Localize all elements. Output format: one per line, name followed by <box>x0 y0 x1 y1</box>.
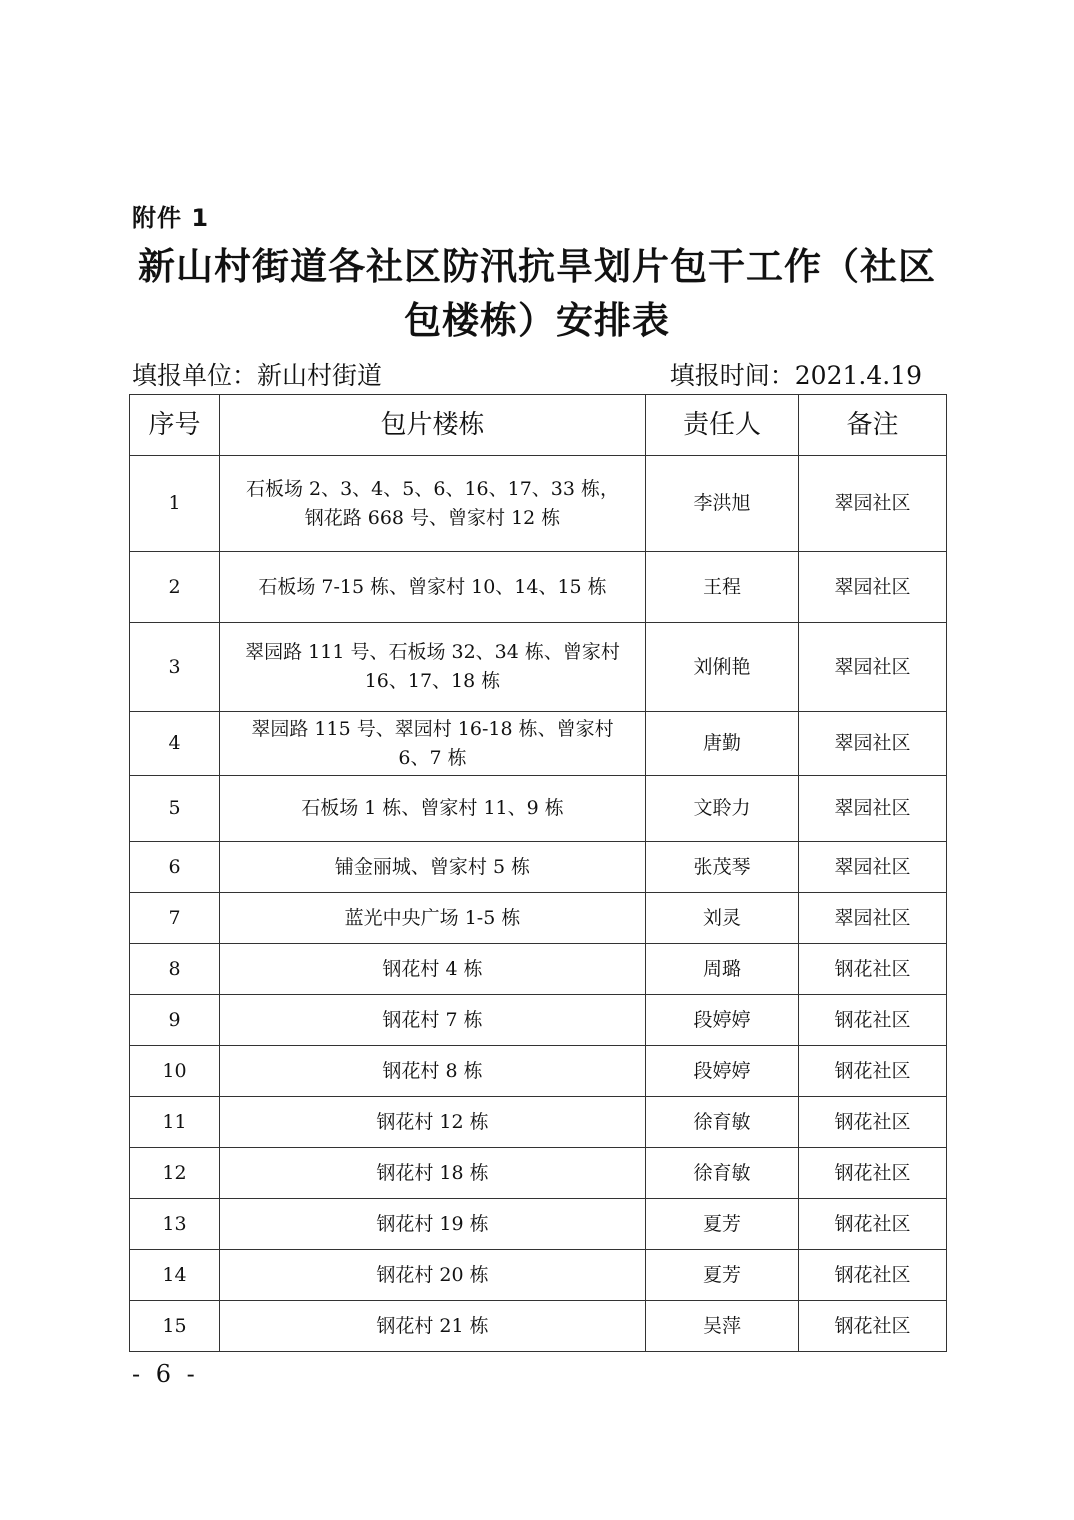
cell-person: 唐勤 <box>646 712 799 776</box>
header-person: 责任人 <box>646 395 799 456</box>
cell-person: 夏芳 <box>646 1250 799 1301</box>
cell-note: 钢花社区 <box>799 1046 947 1097</box>
cell-note: 翠园社区 <box>799 623 947 712</box>
cell-area: 钢花村 7 栋 <box>220 995 646 1046</box>
assignment-table <box>129 394 947 1352</box>
cell-area: 蓝光中央广场 1-5 栋 <box>220 893 646 944</box>
cell-no: 1 <box>130 456 220 552</box>
reporting-date: 填报时间：2021.4.19 <box>669 361 922 390</box>
cell-person: 段婷婷 <box>646 995 799 1046</box>
cell-note: 钢花社区 <box>799 1148 947 1199</box>
cell-area: 钢花村 20 栋 <box>220 1250 646 1301</box>
cell-no: 12 <box>130 1148 220 1199</box>
cell-note: 翠园社区 <box>799 842 947 893</box>
cell-person: 夏芳 <box>646 1199 799 1250</box>
cell-area: 翠园路 115 号、翠园村 16-18 栋、曾家村 6、7 栋 <box>220 712 646 776</box>
cell-note: 翠园社区 <box>799 456 947 552</box>
table-header-row <box>130 395 947 456</box>
cell-area: 石板场 2、3、4、5、6、16、17、33 栋，钢花路 668 号、曾家村 12 栋 <box>220 456 646 552</box>
cell-area: 钢花村 19 栋 <box>220 1199 646 1250</box>
cell-note: 翠园社区 <box>799 552 947 623</box>
cell-no: 13 <box>130 1199 220 1250</box>
header-note: 备注 <box>799 395 947 456</box>
cell-person: 刘俐艳 <box>646 623 799 712</box>
cell-person: 李洪旭 <box>646 456 799 552</box>
cell-no: 14 <box>130 1250 220 1301</box>
cell-no: 2 <box>130 552 220 623</box>
cell-person: 吴萍 <box>646 1301 799 1352</box>
cell-area: 钢花村 12 栋 <box>220 1097 646 1148</box>
table-row <box>130 623 947 712</box>
table-row <box>130 893 947 944</box>
cell-person: 张茂琴 <box>646 842 799 893</box>
header-area: 包片楼栋 <box>220 395 646 456</box>
attachment-label: 附件 1 <box>132 204 210 232</box>
cell-note: 钢花社区 <box>799 1097 947 1148</box>
cell-area: 钢花村 21 栋 <box>220 1301 646 1352</box>
table-row <box>130 712 947 776</box>
cell-person: 周璐 <box>646 944 799 995</box>
table-row <box>130 995 947 1046</box>
cell-person: 徐育敏 <box>646 1097 799 1148</box>
cell-no: 8 <box>130 944 220 995</box>
cell-area: 钢花村 4 栋 <box>220 944 646 995</box>
cell-note: 钢花社区 <box>799 1250 947 1301</box>
cell-note: 钢花社区 <box>799 944 947 995</box>
table-row <box>130 1250 947 1301</box>
cell-no: 9 <box>130 995 220 1046</box>
cell-note: 翠园社区 <box>799 776 947 842</box>
cell-no: 11 <box>130 1097 220 1148</box>
cell-person: 文聆力 <box>646 776 799 842</box>
document-title: 新山村街道各社区防汛抗旱划片包干工作（社区包楼栋）安排表 <box>138 245 936 342</box>
cell-no: 6 <box>130 842 220 893</box>
cell-area: 钢花村 18 栋 <box>220 1148 646 1199</box>
cell-no: 4 <box>130 712 220 776</box>
table-row <box>130 944 947 995</box>
cell-area: 铺金丽城、曾家村 5 栋 <box>220 842 646 893</box>
page-number: - 6 - <box>132 1360 199 1388</box>
cell-no: 10 <box>130 1046 220 1097</box>
reporting-unit: 填报单位：新山村街道 <box>132 361 383 390</box>
cell-no: 15 <box>130 1301 220 1352</box>
cell-no: 7 <box>130 893 220 944</box>
table-row <box>130 1199 947 1250</box>
cell-note: 翠园社区 <box>799 893 947 944</box>
cell-no: 5 <box>130 776 220 842</box>
cell-person: 刘灵 <box>646 893 799 944</box>
table-row <box>130 842 947 893</box>
cell-person: 王程 <box>646 552 799 623</box>
table-row <box>130 1046 947 1097</box>
cell-area: 石板场 1 栋、曾家村 11、9 栋 <box>220 776 646 842</box>
cell-person: 徐育敏 <box>646 1148 799 1199</box>
cell-note: 翠园社区 <box>799 712 947 776</box>
table-row <box>130 776 947 842</box>
cell-note: 钢花社区 <box>799 1199 947 1250</box>
cell-note: 钢花社区 <box>799 1301 947 1352</box>
cell-no: 3 <box>130 623 220 712</box>
table-row <box>130 1097 947 1148</box>
cell-note: 钢花社区 <box>799 995 947 1046</box>
table-row <box>130 456 947 552</box>
table-row <box>130 1148 947 1199</box>
cell-area: 翠园路 111 号、石板场 32、34 栋、曾家村 16、17、18 栋 <box>220 623 646 712</box>
cell-area: 石板场 7-15 栋、曾家村 10、14、15 栋 <box>220 552 646 623</box>
table-row <box>130 1301 947 1352</box>
header-no: 序号 <box>130 395 220 456</box>
cell-area: 钢花村 8 栋 <box>220 1046 646 1097</box>
cell-person: 段婷婷 <box>646 1046 799 1097</box>
table-row <box>130 552 947 623</box>
